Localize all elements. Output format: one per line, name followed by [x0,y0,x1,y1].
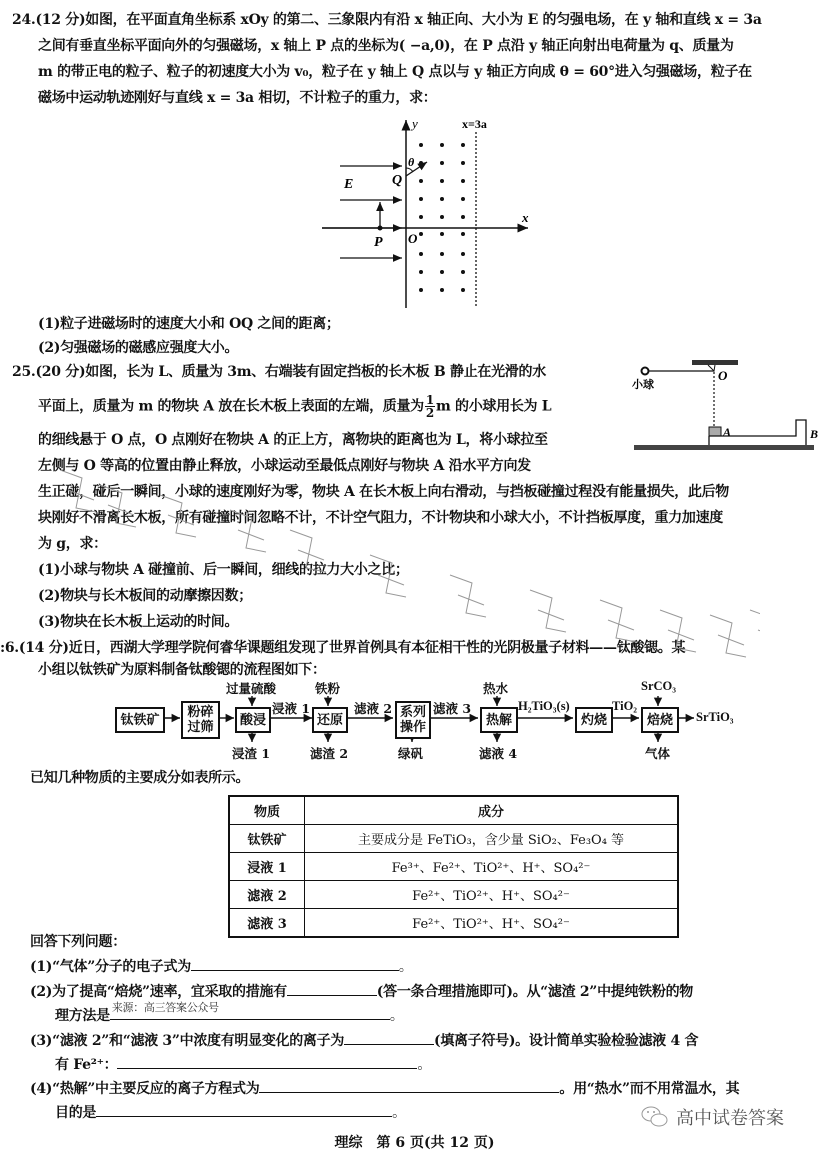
field-dot [440,270,444,274]
table-cell: 滤液 2 [229,881,305,909]
source-note: 来源：高三答案公众号 [111,1001,219,1014]
wechat-icon [640,1104,670,1130]
small-ball [642,368,649,375]
flow-input-sulfuric-acid: 过量硫酸 [226,681,277,696]
period: 。 [389,1008,404,1024]
field-dot [461,252,465,256]
q26-sub-2-text-c: 理方法是 [55,1008,110,1024]
board-b-label: B [810,427,819,441]
flow-box-ilmenite: 钛铁矿 [115,707,165,733]
table-cell: 钛铁矿 [229,825,305,853]
table-cell: Fe²⁺、TiO²⁺、H⁺、SO₄²⁻ [305,909,679,938]
field-dot [419,161,423,165]
q26-sub-3-text-c: 有 Fe²⁺： [55,1057,118,1073]
q25-line-5: 生正碰，碰后一瞬间，小球的速度刚好为零，物块 A 在长木板上向右滑动，与挡板碰撞过程没有能量损失，此后物 [38,484,730,500]
table-cell: Fe²⁺、TiO²⁺、H⁺、SO₄²⁻ [305,881,679,909]
q25-sub-2: (2)物块与长木板间的动摩擦因数； [38,588,252,604]
page-footer: 理综 第 6 页(共 12 页) [334,1135,495,1151]
table-cell: 滤液 3 [229,909,305,938]
flow-arrow-label-filtrate-2: 滤液 2 [354,701,393,716]
field-dot [461,197,465,201]
composition-table [228,795,679,938]
field-dot [440,215,444,219]
q25-pendulum-board-diagram [630,356,826,458]
period: 。 [398,959,413,975]
flow-box-pyrolysis: 热解 [480,707,518,733]
answer-blank[interactable] [344,1030,434,1045]
answer-blank[interactable] [287,981,377,996]
flow-input-srco3: SrCO₃ [641,679,676,693]
answer-blank[interactable] [259,1078,559,1093]
field-dot [419,215,423,219]
process-flow-chart [0,679,829,762]
watermark-stroke [710,615,746,657]
field-dot [461,270,465,274]
flow-output-green-vitriol: 绿矾 [398,746,424,761]
q26-line-1 [0,638,685,658]
origin-label: O [408,231,418,246]
table-header-row [229,796,678,825]
answer-blank[interactable] [117,1054,417,1069]
q26-sub-4-cont [55,1102,406,1123]
pivot [708,365,715,371]
table-cell: 主要成分是 FeTiO₃，含少量 SiO₂、Fe₃O₄ 等 [305,825,679,853]
q26-sub-4-text-a: (4)“热解”中主要反应的离子方程式为 [30,1081,260,1097]
q25-line-2 [38,394,551,419]
field-dot [461,215,465,219]
field-dot [419,197,423,201]
block-a [709,427,721,436]
field-dot [440,232,444,236]
flow-arrow-label-filtrate-3: 滤液 3 [433,701,472,716]
q26-sub-3-cont [55,1054,431,1075]
flow-input-iron-powder: 铁粉 [315,681,341,696]
q25-sub-1: (1)小球与物块 A 碰撞前、后一瞬间，细线的拉力大小之比； [38,562,409,578]
answer-blank[interactable] [110,1001,390,1020]
table-header: 成分 [305,796,679,825]
q24-points: (12 分) [35,12,86,28]
q26-sub-4 [30,1078,739,1099]
flow-output-leach-residue: 浸渣 1 [232,746,271,761]
flow-arrow-label-leachate: 浸液 1 [272,701,311,716]
field-dot [419,288,423,292]
q25-sub-3: (3)物块在长木板上运动的时间。 [38,614,239,630]
e-field-label: E [344,177,354,192]
q25-text-2a: 平面上，质量为 m 的物块 A 放在长木板上表面的左端，质量为 [38,398,424,415]
flow-box-acid-leach: 酸浸 [235,707,271,733]
q25-line-4: 左侧与 O 等高的位置由静止释放，小球运动至最低点刚好与物块 A 沿水平方向发 [38,458,531,474]
table-row [229,881,678,909]
fraction-half [425,394,435,419]
fraction-denominator: 2 [425,406,434,420]
field-dot [419,179,423,183]
watermark-stroke [530,590,566,632]
small-ball-label: 小球 [632,379,654,391]
q25-line-7: 为 g，求： [38,536,107,552]
x-axis-label: x [522,210,529,225]
q26-sub-2-text-a: (2)为了提高“焙烧”速率，宜采取的措施有 [30,984,287,1000]
period: 。 [392,1105,406,1121]
q26-sub-3 [30,1030,698,1051]
watermark-stroke [450,575,486,617]
field-dot [440,161,444,165]
q26-text-1: 近日，西湖大学理学院何睿华课题组发现了世界首例具有本征相干性的光阴极量子材料——钛酸锶。某 [68,640,686,656]
q25-text-2b: m 的小球用长为 L [435,398,552,415]
ceiling [692,360,738,365]
field-dot [419,270,423,274]
theta-label: θ [408,155,415,169]
field-dot [440,143,444,147]
table-row [229,825,678,853]
field-dot [461,232,465,236]
table-intro: 已知几种物质的主要成分如表所示。 [30,770,250,786]
table-row [229,853,678,881]
q26-sub-2-text-b: (答一条合理措施即可)。从“滤渣 2”中提纯铁粉的物 [376,984,693,1000]
flow-output-filtrate-4: 滤液 4 [479,746,518,761]
table-cell: Fe³⁺、Fe²⁺、TiO²⁺、H⁺、SO₄²⁻ [305,853,679,881]
q24-line-1 [12,10,762,30]
q26-sub-1-text: (1)“气体”分子的电子式为 [30,959,191,975]
logo-text: 高中试卷答案 [676,1108,784,1129]
field-dot [461,161,465,165]
point-q-label: Q [392,173,403,188]
field-dot [440,288,444,292]
flow-box-crush-sieve: 粉碎 过筛 [181,701,220,739]
watermark-stroke [750,610,760,652]
period: 。 [417,1057,432,1073]
q26-sub-4-text-c: 目的是 [55,1105,97,1121]
field-dot [440,197,444,201]
field-dot [461,143,465,147]
q26-number: :6. [0,640,19,656]
point-p-label: P [374,235,383,250]
flow-arrow-label-tio2: TiO₂ [612,699,638,713]
flow-input-hot-water: 热水 [483,681,509,696]
flow-box-roast: 焙烧 [641,707,679,733]
q24-text-1: 如图，在平面直角坐标系 xOy 的第二、三象限内有沿 x 轴正向、大小为 E 的匀强电场，在 y 轴和直线 x = 3a [85,12,762,28]
q25-line-3: 的细线悬于 O 点，O 点刚好在物块 A 的正上方，离物块的距离也为 L，将小球拉至 [38,432,548,448]
q24-sub-1: (1)粒子进磁场时的速度大小和 OQ 之间的距离； [38,316,340,332]
flow-box-calcine: 灼烧 [575,707,613,733]
table-header: 物质 [229,796,305,825]
field-dot [461,179,465,183]
q26-points: (14 分) [18,640,69,656]
table-cell: 浸液 1 [229,853,305,881]
answer-blank[interactable] [191,956,399,971]
q26-sub-4-text-b: 。用“热水”而不用常温水，其 [559,1081,740,1097]
wechat-account-logo [640,1104,784,1130]
watermark-stroke [600,600,636,642]
flow-box-reduction: 还原 [312,707,348,733]
flow-product-srtio3: SrTiO₃ [696,710,734,724]
field-dot [419,252,423,256]
q24-field-diagram [300,112,540,312]
field-dot [440,179,444,183]
q26-sub-3-text-a: (3)“滤液 2”和“滤液 3”中浓度有明显变化的离子为 [30,1033,345,1049]
flow-output-filter-residue: 滤渣 2 [310,746,349,761]
q24-line-4: 磁场中运动轨迹刚好与直线 x = 3a 相切，不计粒子的重力，求： [38,90,437,106]
flow-output-gas: 气体 [645,746,671,761]
answer-intro: 回答下列问题： [30,934,126,950]
q24-number: 24. [12,12,36,28]
q26-sub-2-cont [55,1001,404,1026]
q26-line-2: 小组以钛铁矿为原料制备钛酸锶的流程图如下： [38,662,326,678]
q24-sub-2: (2)匀强磁场的磁感应强度大小。 [38,340,239,356]
boundary-line-label: x=3a [462,117,487,131]
table-row [229,909,678,938]
field-dot [419,232,423,236]
ground [634,445,814,450]
q25-text-1: 如图，长为 L、质量为 3m、右端装有固定挡板的长木板 B 静止在光滑的水 [85,364,546,380]
field-dot [419,143,423,147]
flow-arrow-label-h2tio3: H₂TiO₃(s) [518,699,570,713]
block-a-label: A [723,425,732,439]
field-dot [440,252,444,256]
q24-line-2: 之间有垂直坐标平面向外的匀强磁场，x 轴上 P 点的坐标为( −a,0)，在 P 点沿 y 轴正向射出电荷量为 q、质量为 [38,38,734,54]
field-dot [461,288,465,292]
fraction-numerator: 1 [425,393,434,407]
q25-line-1 [12,362,546,382]
q25-points: (20 分) [35,364,86,380]
magnetic-field-dots [419,143,465,292]
q25-number: 25. [12,364,36,380]
q26-sub-3-text-b: (填离子符号)。设计简单实验检验滤液 4 含 [434,1033,699,1049]
y-axis-label: y [412,116,418,131]
q24-line-3: m 的带正电的粒子、粒子的初速度大小为 v₀，粒子在 y 轴上 Q 点以与 y 轴正方向成 θ = 60°进入匀强磁场，粒子在 [38,64,752,80]
q25-line-6: 块刚好不滑离长木板，所有碰撞时间忽略不计，不计空气阻力，不计物块和小球大小，不计挡板厚度，重力加速度 [38,510,723,526]
pivot-o-label: O [718,368,728,383]
q26-sub-1 [30,956,413,977]
answer-blank[interactable] [96,1102,392,1117]
flow-box-operations: 系列 操作 [395,701,431,739]
